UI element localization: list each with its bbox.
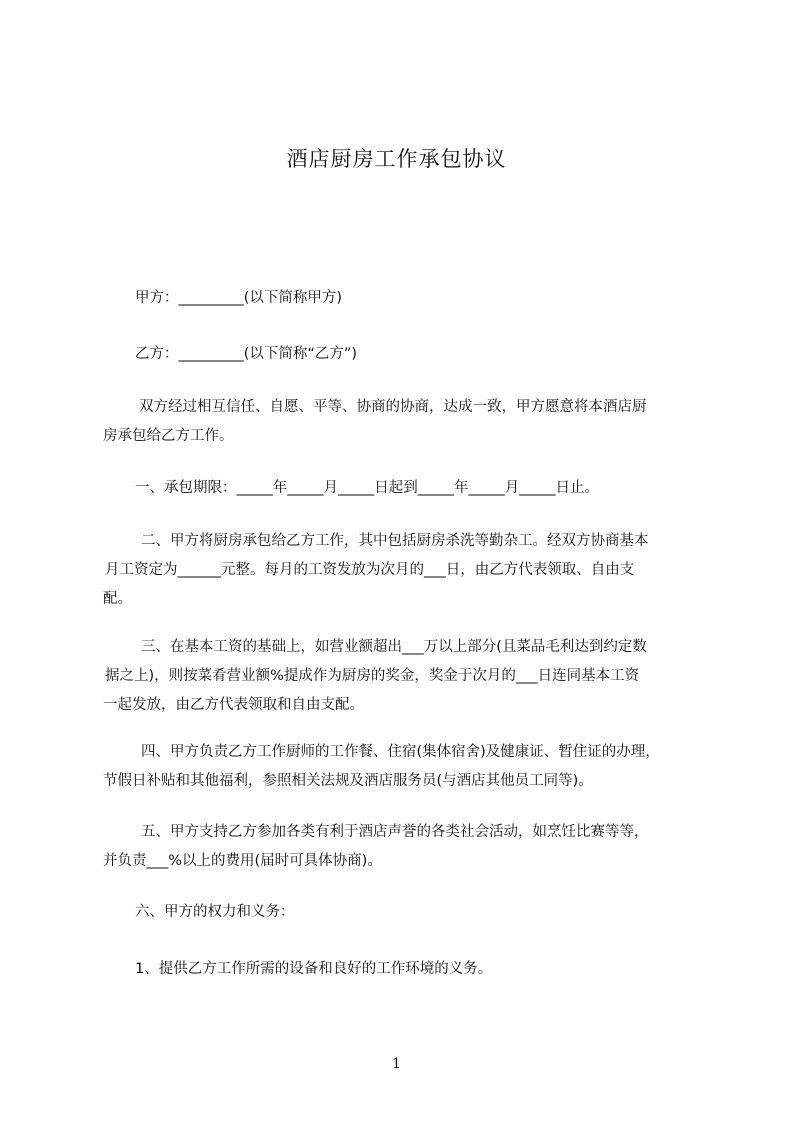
clause-4-line-2: 节假日补贴和其他福利，参照相关法规及酒店服务员(与酒店其他员工同等)。 [103, 773, 593, 789]
clause-3-line-3: 一起发放，由乙方代表领取和自由支配。 [103, 697, 364, 713]
clause-2-line-3: 配。 [103, 591, 132, 607]
intro-paragraph [103, 393, 703, 451]
clause-4-line-1: 四、甲方负责乙方工作厨师的工作餐、住宿(集体宿舍)及健康证、暂住证的办理， [141, 744, 660, 760]
clause-6-item-1: 1、提供乙方工作所需的设备和良好的工作环境的义务。 [135, 961, 493, 977]
party-b-line: 乙方：_________(以下简称“乙方”) [135, 346, 358, 362]
clause-2-line-1: 二、甲方将厨房承包给乙方工作，其中包括厨房杀洗等勤杂工。经双方协商基本 [141, 533, 649, 549]
clause-3-line-1: 三、在基本工资的基础上，如营业额超出___万以上部分(且菜品毛利达到约定数 [141, 639, 647, 655]
clause-3-paragraph [103, 633, 703, 720]
clause-1: 一、承包期限：_____年_____月_____日起到_____年_____月_____日止。 [135, 480, 599, 496]
clause-2-paragraph [103, 527, 703, 614]
clause-2-line-2: 月工资定为______元整。每月的工资发放为次月的___日，由乙方代表领取、自由支 [105, 562, 635, 578]
intro-line-1: 双方经过相互信任、自愿、平等、协商的协商，达成一致，甲方愿意将本酒店厨 [139, 399, 647, 415]
party-a-line: 甲方：_________(以下简称甲方) [135, 290, 343, 306]
clause-5-line-1: 五、甲方支持乙方参加各类有利于酒店声誉的各类社会活动，如烹饪比赛等等， [141, 824, 649, 840]
clause-4-paragraph [103, 738, 703, 796]
intro-line-2: 房承包给乙方工作。 [103, 428, 234, 444]
clause-3-line-2: 据之上)，则按菜肴营业额%提成作为厨房的奖金，奖金于次月的___日连同基本工资 [105, 668, 640, 684]
clause-5-paragraph [103, 818, 703, 876]
document-title: 酒店厨房工作承包协议 [286, 147, 507, 171]
page-number: 1 [392, 1056, 401, 1072]
clause-5-line-2: 并负责___%以上的费用(届时可具体协商)。 [103, 853, 382, 869]
clause-6-heading: 六、甲方的权力和义务： [135, 904, 295, 920]
